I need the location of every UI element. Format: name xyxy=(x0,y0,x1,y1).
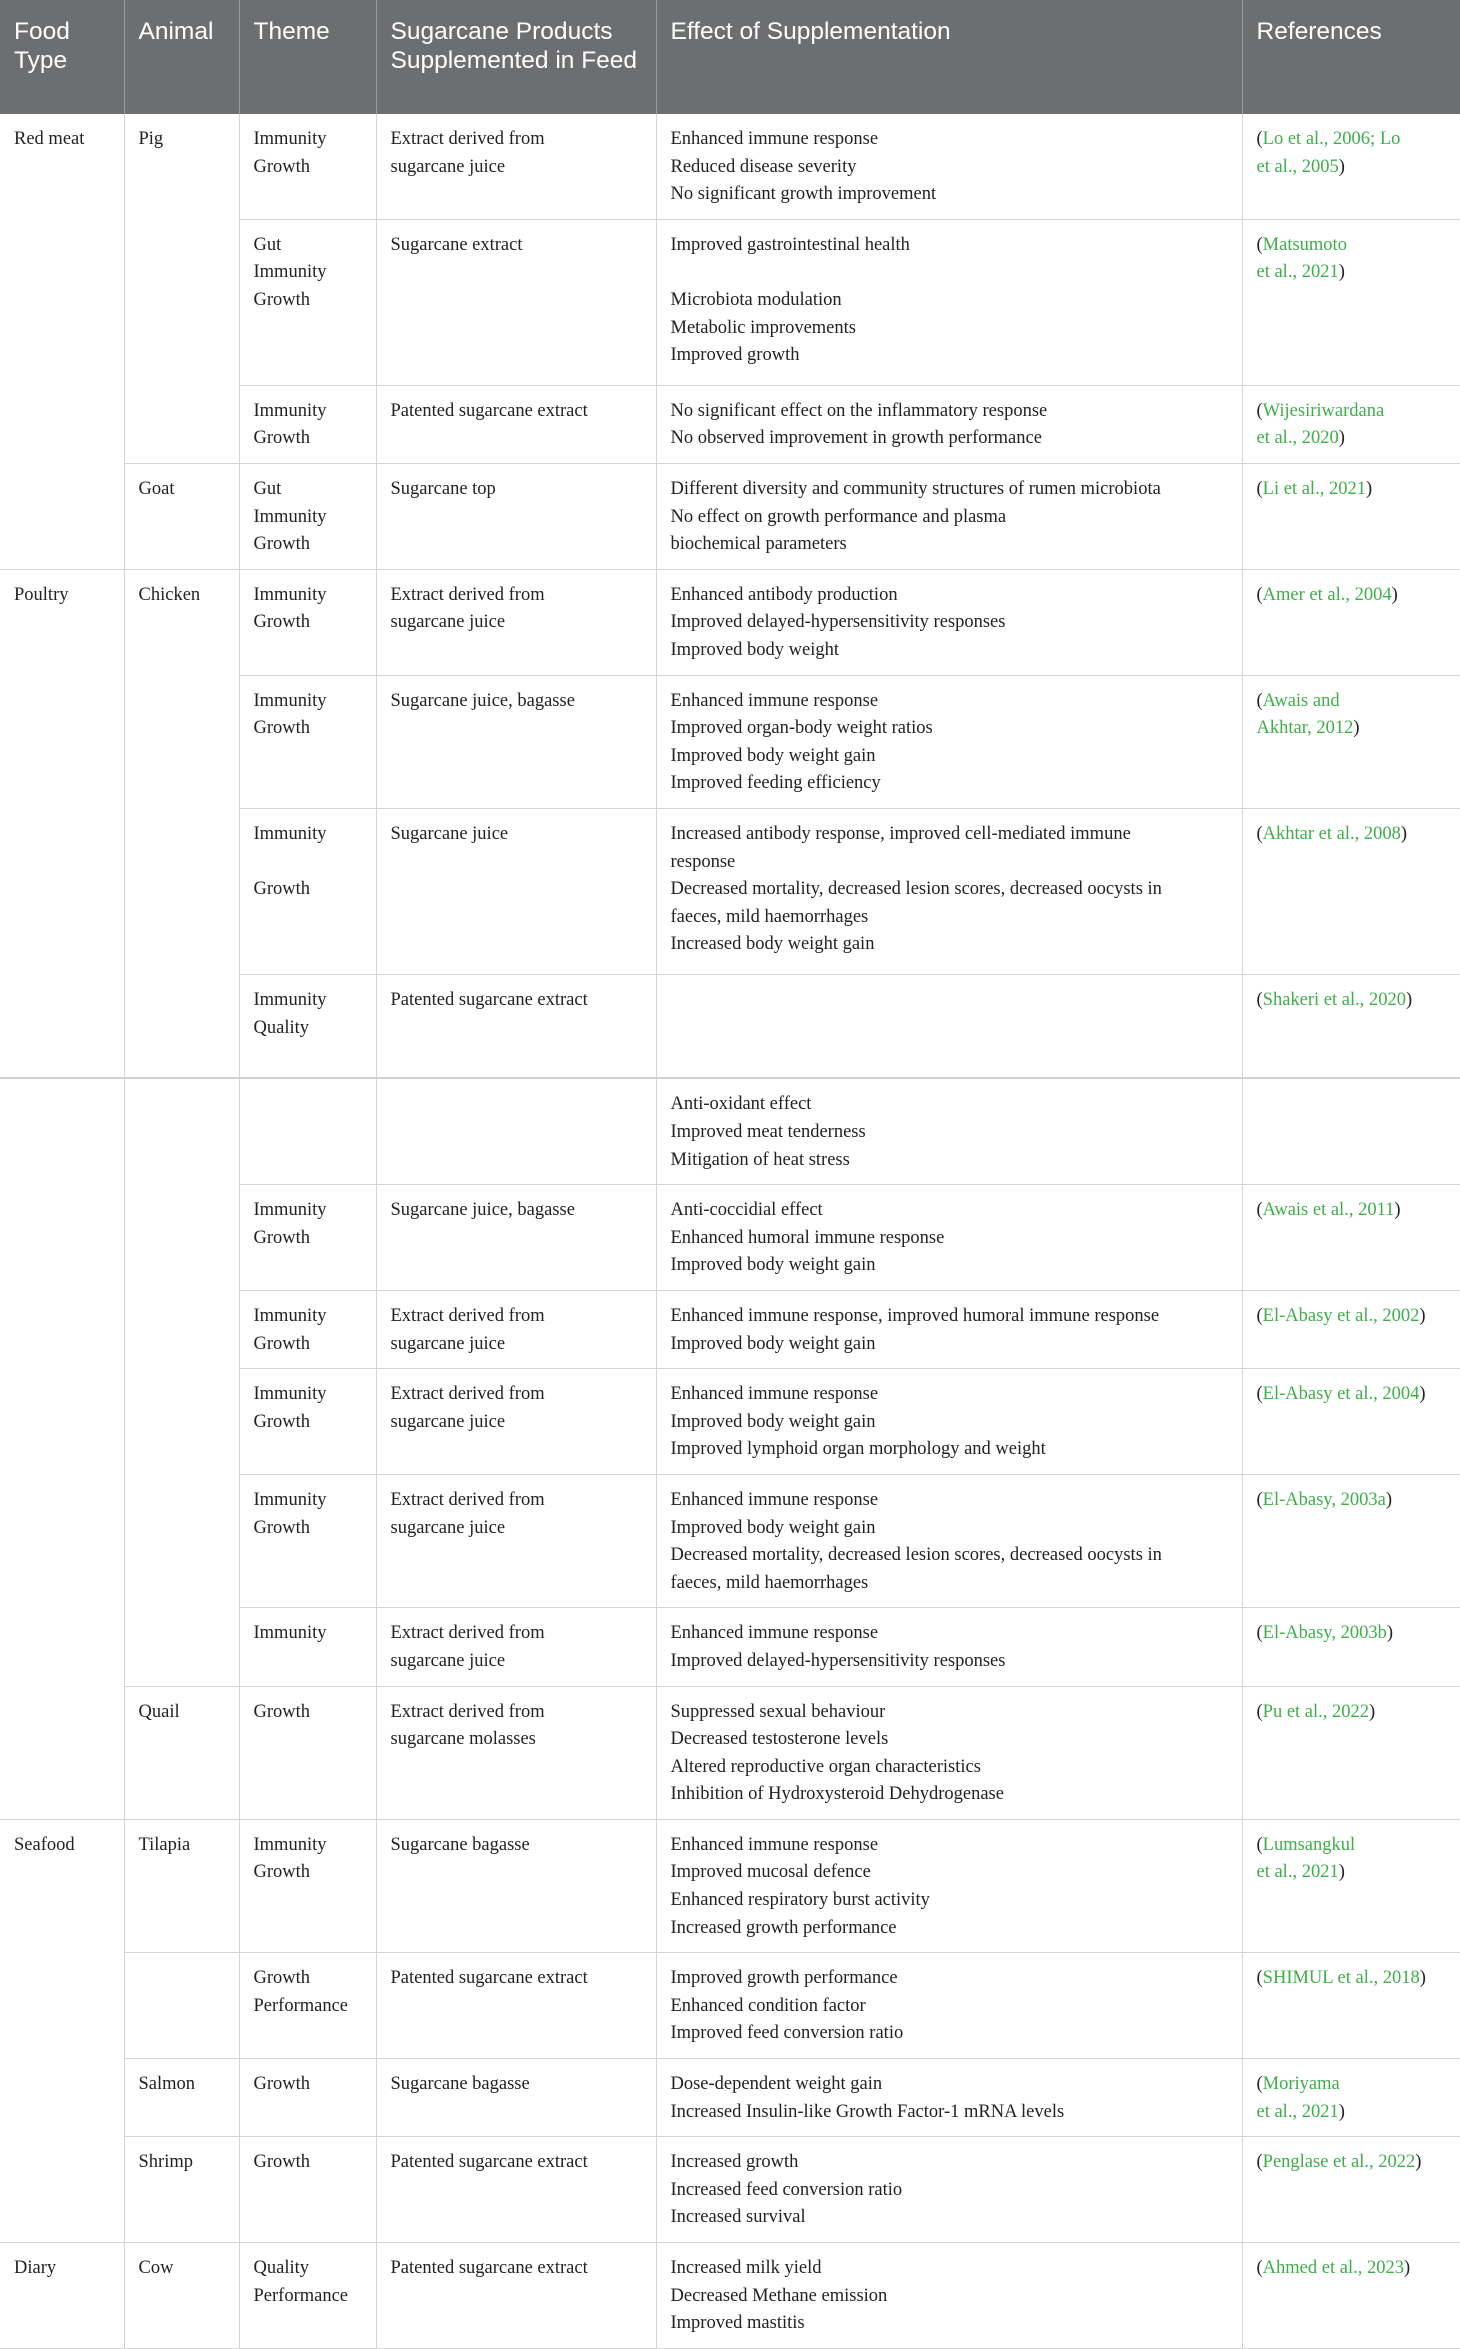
table-row xyxy=(0,1953,1460,2059)
animal-cell xyxy=(124,1290,239,1368)
food-type-cell xyxy=(0,1474,124,1607)
animal-cell: Pig xyxy=(124,114,239,219)
table-row xyxy=(0,569,1460,675)
theme-cell: Growth xyxy=(239,2059,376,2137)
theme-cell: Immunity Quality xyxy=(239,974,376,1078)
product-cell: Patented sugarcane extract xyxy=(376,974,656,1078)
reference-link[interactable]: Akhtar et al., 2008 xyxy=(1262,823,1401,844)
theme-cell: Immunity Growth xyxy=(239,1474,376,1607)
product-cell: Patented sugarcane extract xyxy=(376,1953,656,2059)
food-type-cell xyxy=(0,2059,124,2137)
animal-cell xyxy=(124,219,239,385)
food-type-cell xyxy=(0,2137,124,2243)
theme-cell: Immunity Growth xyxy=(239,114,376,219)
product-cell: Extract derived from sugarcane juice xyxy=(376,1474,656,1607)
food-type-cell xyxy=(0,1290,124,1368)
effect-cell: Enhanced immune response, improved humoral immune response Improved body weight gain xyxy=(656,1290,1242,1368)
product-cell: Extract derived from sugarcane juice xyxy=(376,1608,656,1686)
food-type-cell: Diary xyxy=(0,2243,124,2349)
reference-link[interactable]: El-Abasy et al., 2004 xyxy=(1262,1384,1420,1405)
table-row xyxy=(0,974,1460,1078)
table-row xyxy=(0,2243,1460,2349)
product-cell: Sugarcane juice, bagasse xyxy=(376,675,656,808)
reference-cell: (Matsumoto et al., 2021) xyxy=(1242,219,1460,385)
effect-cell: Increased growth Increased feed conversion ratio Increased survival xyxy=(656,2137,1242,2243)
effect-cell: Enhanced immune response Improved mucosal defence Enhanced respiratory burst activity Increased growth performance xyxy=(656,1819,1242,1952)
reference-cell: (Pu et al., 2022) xyxy=(1242,1686,1460,1819)
table-row xyxy=(0,114,1460,219)
animal-cell xyxy=(124,808,239,974)
effect-cell: Enhanced immune response Improved body weight gain Improved lymphoid organ morphology and weight xyxy=(656,1369,1242,1475)
reference-link[interactable]: Awais et al., 2011 xyxy=(1262,1200,1395,1221)
food-type-cell: Red meat xyxy=(14,129,85,149)
animal-cell: Chicken xyxy=(124,569,239,675)
header-references: References xyxy=(1242,0,1460,114)
theme-cell: Immunity Growth xyxy=(239,569,376,675)
reference-cell: (Ahmed et al., 2023) xyxy=(1242,2243,1460,2349)
table-row xyxy=(0,808,1460,974)
table-row xyxy=(0,1369,1460,1475)
effect-cell: Improved growth performance Enhanced condition factor Improved feed conversion ratio xyxy=(656,1953,1242,2059)
product-cell: Patented sugarcane extract xyxy=(376,385,656,463)
reference-link[interactable]: Penglase et al., 2022 xyxy=(1262,2152,1416,2173)
food-type-cell xyxy=(0,1608,124,1686)
effect-cell: Improved gastrointestinal health Microbiota modulation Metabolic improvements Improved growth xyxy=(656,219,1242,385)
theme-cell: Gut Immunity Growth xyxy=(239,463,376,569)
table-row xyxy=(0,1608,1460,1686)
reference-cell: (Awais et al., 2011) xyxy=(1242,1185,1460,1291)
reference-link[interactable]: Pu et al., 2022 xyxy=(1262,1701,1370,1722)
animal-cell: Shrimp xyxy=(124,2137,239,2243)
product-cell: Patented sugarcane extract xyxy=(376,2243,656,2349)
product-cell: Sugarcane juice xyxy=(376,808,656,974)
table-row xyxy=(0,219,1460,385)
effect-cell: Anti-coccidial effect Enhanced humoral immune response Improved body weight gain xyxy=(656,1185,1242,1291)
product-cell: Sugarcane bagasse xyxy=(376,2059,656,2137)
reference-cell: (El-Abasy et al., 2004) xyxy=(1242,1369,1460,1475)
animal-cell: Salmon xyxy=(124,2059,239,2137)
reference-link[interactable]: El-Abasy, 2003b xyxy=(1262,1623,1387,1644)
reference-cell: (Lumsangkul et al., 2021) xyxy=(1242,1819,1460,1952)
theme-cell: Immunity Growth xyxy=(239,385,376,463)
animal-cell xyxy=(124,1078,239,1184)
animal-cell xyxy=(124,1369,239,1475)
reference-link[interactable]: Lumsangkul et al., 2021 xyxy=(1256,1834,1356,1883)
food-type-cell xyxy=(0,808,124,974)
table-row xyxy=(0,1819,1460,1952)
reference-cell: (Penglase et al., 2022) xyxy=(1242,2137,1460,2243)
animal-cell: Quail xyxy=(124,1686,239,1819)
header-theme: Theme xyxy=(239,0,376,114)
reference-link[interactable]: Matsumoto et al., 2021 xyxy=(1256,234,1347,283)
animal-cell xyxy=(124,1953,239,2059)
theme-cell: Gut Immunity Growth xyxy=(239,219,376,385)
table-row xyxy=(0,385,1460,463)
reference-cell: (Shakeri et al., 2020) xyxy=(1242,974,1460,1078)
animal-cell xyxy=(124,385,239,463)
header-food-type: Food Type xyxy=(0,0,124,114)
animal-cell: Goat xyxy=(124,463,239,569)
reference-cell: (Moriyama et al., 2021) xyxy=(1242,2059,1460,2137)
reference-link[interactable]: Shakeri et al., 2020 xyxy=(1262,989,1407,1010)
reference-link[interactable]: Lo et al., 2006; Lo et al., 2005 xyxy=(1256,129,1401,177)
effect-cell: Dose-dependent weight gain Increased Insulin-like Growth Factor-1 mRNA levels xyxy=(656,2059,1242,2137)
header-row xyxy=(0,0,1460,114)
table-row xyxy=(0,1474,1460,1607)
reference-link[interactable]: Awais and Akhtar, 2012 xyxy=(1256,690,1354,739)
theme-cell: Immunity Growth xyxy=(239,1290,376,1368)
animal-cell xyxy=(124,1474,239,1607)
theme-cell: Immunity Growth xyxy=(239,675,376,808)
table-row xyxy=(0,1290,1460,1368)
product-cell: Sugarcane extract xyxy=(376,219,656,385)
product-cell: Extract derived from sugarcane juice xyxy=(376,114,656,219)
animal-cell xyxy=(124,675,239,808)
theme-cell: Immunity Growth xyxy=(239,808,376,974)
product-cell: Patented sugarcane extract xyxy=(376,2137,656,2243)
food-type-cell xyxy=(0,1185,124,1291)
effect-cell: Increased milk yield Decreased Methane emission Improved mastitis xyxy=(656,2243,1242,2349)
theme-cell: Growth Performance xyxy=(239,1953,376,2059)
product-cell: Extract derived from sugarcane molasses xyxy=(376,1686,656,1819)
reference-cell: (El-Abasy, 2003b) xyxy=(1242,1608,1460,1686)
table-row xyxy=(0,1686,1460,1819)
reference-link[interactable]: Amer et al., 2004 xyxy=(1262,584,1392,605)
table-row xyxy=(0,675,1460,808)
product-cell: Sugarcane juice, bagasse xyxy=(376,1185,656,1291)
product-cell: Extract derived from sugarcane juice xyxy=(376,1369,656,1475)
animal-cell: Cow xyxy=(124,2243,239,2349)
table-row xyxy=(0,2137,1460,2243)
food-type-cell xyxy=(0,219,124,385)
reference-cell: (Lo et al., 2006; Lo et al., 2005) xyxy=(1242,114,1460,219)
theme-cell: Immunity xyxy=(239,1608,376,1686)
reference-link[interactable]: Moriyama et al., 2021 xyxy=(1256,2074,1340,2122)
animal-cell xyxy=(124,1185,239,1291)
product-cell: Extract derived from sugarcane juice xyxy=(376,569,656,675)
reference-link[interactable]: El-Abasy et al., 2002 xyxy=(1262,1305,1420,1326)
effect-cell: Enhanced immune response Improved organ-body weight ratios Improved body weight gain Improved feeding efficiency xyxy=(656,675,1242,808)
product-cell: Sugarcane bagasse xyxy=(376,1819,656,1952)
reference-cell: (El-Abasy, 2003a) xyxy=(1242,1474,1460,1607)
reference-link[interactable]: Wijesiriwardana et al., 2020 xyxy=(1256,400,1385,449)
effect-cell: No significant effect on the inflammatory response No observed improvement in growth performance xyxy=(656,385,1242,463)
reference-cell: (SHIMUL et al., 2018) xyxy=(1242,1953,1460,2059)
food-type-cell xyxy=(0,1953,124,2059)
theme-cell: Quality Performance xyxy=(239,2243,376,2349)
header-animal: Animal xyxy=(124,0,239,114)
theme-cell xyxy=(239,1078,376,1184)
reference-cell: (Awais and Akhtar, 2012) xyxy=(1242,675,1460,808)
theme-cell: Growth xyxy=(239,1686,376,1819)
effect-cell: Enhanced antibody production Improved delayed-hypersensitivity responses Improved body weight xyxy=(656,569,1242,675)
effect-cell: Enhanced immune response Improved body weight gain Decreased mortality, decreased lesion scores, decreased oocysts in faeces, mild haemorrhages xyxy=(656,1474,1242,1607)
header-products: Sugarcane Products Supplemented in Feed xyxy=(376,0,656,114)
theme-cell: Immunity Growth xyxy=(239,1185,376,1291)
food-type-cell xyxy=(0,1369,124,1475)
reference-link[interactable]: SHIMUL et al., 2018 xyxy=(1262,1968,1420,1989)
reference-cell: (Amer et al., 2004) xyxy=(1242,569,1460,675)
effect-cell: Increased antibody response, improved cell-mediated immune response Decreased mortality, decreased lesion scores, decreased oocysts in faeces, mild haemorrhages Increased body weight gain xyxy=(656,808,1242,974)
effect-cell: Suppressed sexual behaviour Decreased testosterone levels Altered reproductive organ characteristics Inhibition of Hydroxysteroid Dehydrogenase xyxy=(656,1686,1242,1819)
theme-cell: Immunity Growth xyxy=(239,1369,376,1475)
animal-cell xyxy=(124,1608,239,1686)
food-type-cell xyxy=(0,1686,124,1819)
table-row xyxy=(0,463,1460,569)
reference-link[interactable]: Li et al., 2021 xyxy=(1262,478,1366,499)
effect-cell: Anti-oxidant effect Improved meat tenderness Mitigation of heat stress xyxy=(656,1078,1242,1184)
reference-cell: (Li et al., 2021) xyxy=(1242,463,1460,569)
reference-link[interactable]: Ahmed et al., 2023 xyxy=(1262,2258,1404,2278)
theme-cell: Immunity Growth xyxy=(239,1819,376,1952)
reference-cell: (El-Abasy et al., 2002) xyxy=(1242,1290,1460,1368)
food-type-cell xyxy=(0,675,124,808)
reference-link[interactable]: El-Abasy, 2003a xyxy=(1262,1489,1386,1510)
header-effect: Effect of Supplementation xyxy=(656,0,1242,114)
effect-cell: Enhanced immune response Reduced disease severity No significant growth improvement xyxy=(656,114,1242,219)
reference-cell: (Akhtar et al., 2008) xyxy=(1242,808,1460,974)
table-row xyxy=(0,2059,1460,2137)
effect-cell: Enhanced immune response Improved delayed-hypersensitivity responses xyxy=(656,1608,1242,1686)
effect-cell xyxy=(656,974,1242,1078)
theme-cell: Growth xyxy=(239,2137,376,2243)
effect-cell: Different diversity and community structures of rumen microbiota No effect on growth performance and plasma biochemical parameters xyxy=(656,463,1242,569)
food-type-cell xyxy=(0,974,124,1078)
food-type-cell xyxy=(0,385,124,463)
animal-cell: Tilapia xyxy=(124,1819,239,1952)
food-type-cell xyxy=(0,463,124,569)
table-row xyxy=(0,1185,1460,1291)
reference-cell: (Wijesiriwardana et al., 2020) xyxy=(1242,385,1460,463)
animal-cell xyxy=(124,974,239,1078)
reference-cell xyxy=(1242,1078,1460,1184)
product-cell: Sugarcane top xyxy=(376,463,656,569)
table-row xyxy=(0,1078,1460,1184)
food-type-cell: Seafood xyxy=(14,1834,75,1855)
product-cell xyxy=(376,1078,656,1184)
food-type-cell: Poultry xyxy=(14,584,69,605)
food-type-cell xyxy=(0,1078,124,1184)
product-cell: Extract derived from sugarcane juice xyxy=(376,1290,656,1368)
